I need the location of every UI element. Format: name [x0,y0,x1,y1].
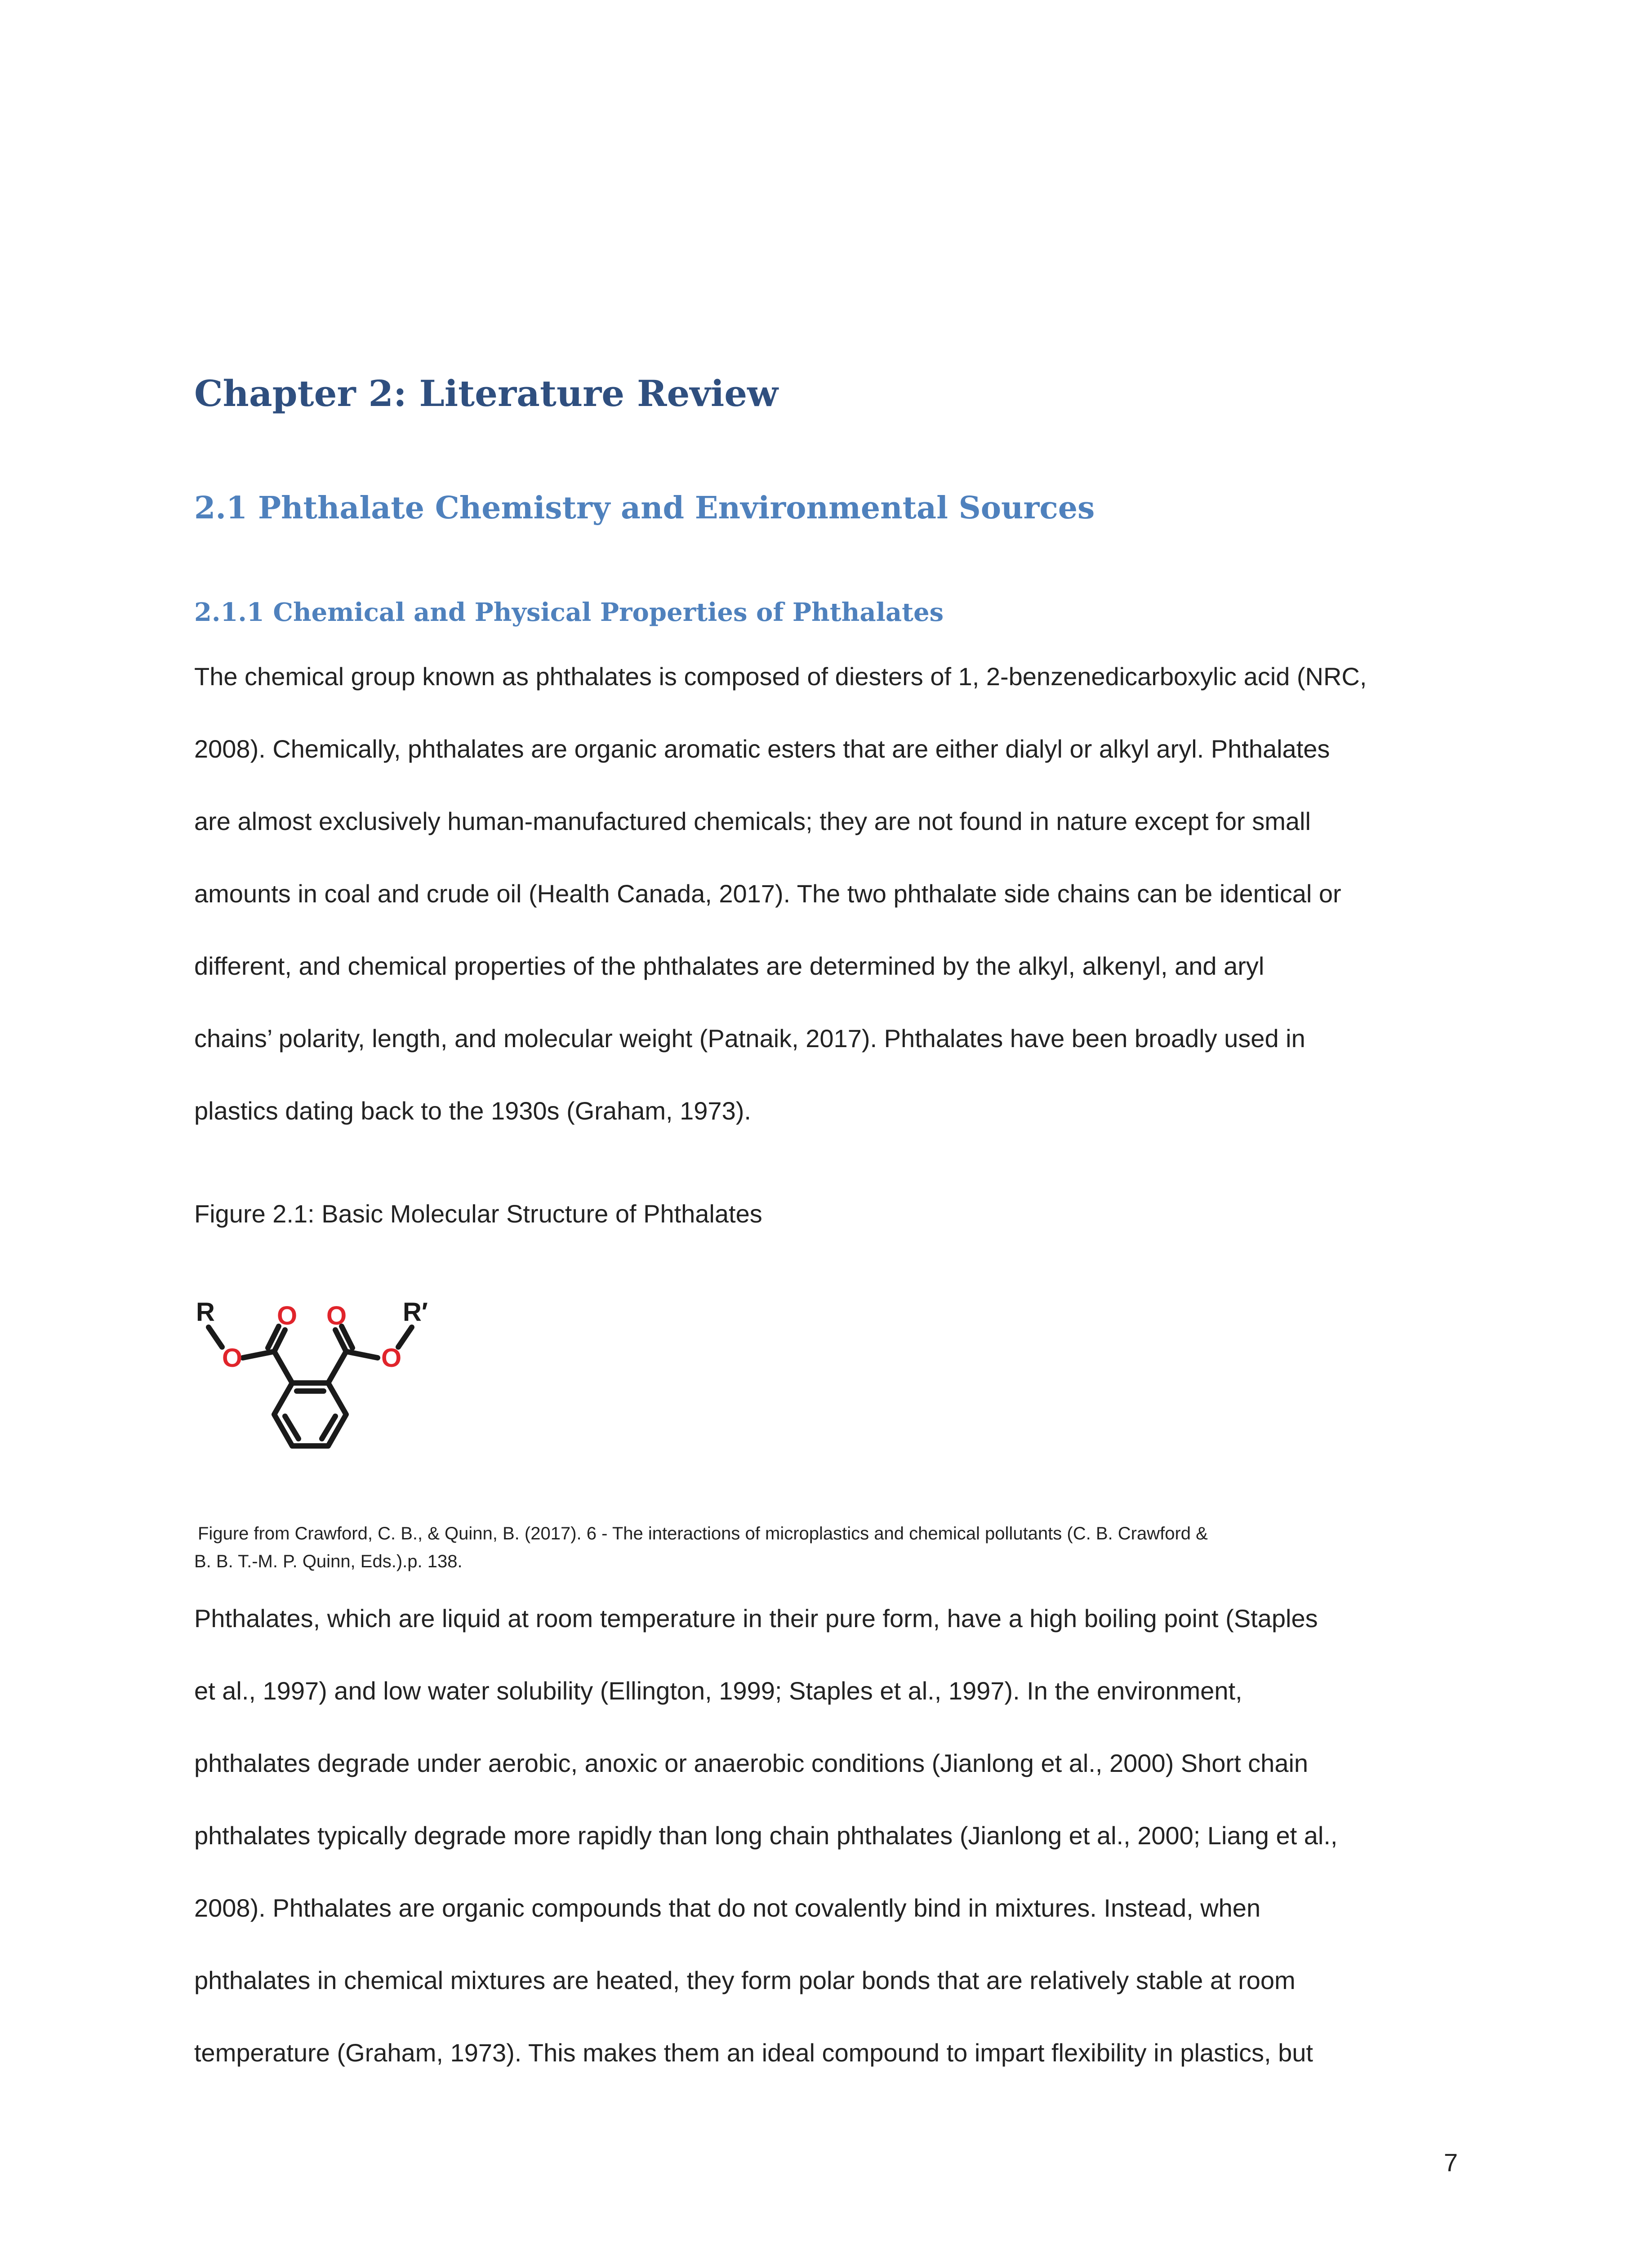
paragraph-line: plastics dating back to the 1930s (Graham, 1973). [194,1097,751,1125]
bond-left-carbonyl [274,1351,292,1383]
figure-credit-line: Figure from Crawford, C. B., & Quinn, B. (2017). 6 - The interactions of microplastics and chemical pollutants (C. B. Crawford & [198,1524,1208,1543]
paragraph-line: are almost exclusively human-manufactured chemicals; they are not found in nature except for small [194,807,1311,835]
paragraph-line: phthalates in chemical mixtures are heated, they form polar bonds that are relatively stable at room [194,1966,1296,1994]
oxygen-atom-label: O [326,1301,347,1330]
r-group-label: R [196,1298,215,1327]
paragraph-line: phthalates degrade under aerobic, anoxic or anaerobic conditions (Jianlong et al., 2000) Short chain [194,1749,1309,1777]
page-number: 7 [1443,2148,1458,2177]
r-prime-group-label: R′ [403,1298,428,1327]
paragraph-line: 2008). Chemically, phthalates are organic aromatic esters that are either dialyl or alkyl aryl. Phthalates [194,735,1330,763]
paragraph-line: amounts in coal and crude oil (Health Canada, 2017). The two phthalate side chains can be identical or [194,879,1341,908]
paragraph-line: chains’ polarity, length, and molecular weight (Patnaik, 2017). Phthalates have been broadly used in [194,1024,1305,1053]
paragraph-line: 2008). Phthalates are organic compounds that do not covalently bind in mixtures. Instead, when [194,1894,1261,1922]
paragraph-1 [194,659,1489,1129]
phthalate-structure-diagram [189,1295,459,1484]
figure-caption: Figure 2.1: Basic Molecular Structure of Phthalates [194,1200,762,1228]
bond-left-c-o [243,1351,274,1358]
section-title: 2.1 Phthalate Chemistry and Environmental Sources [194,490,1095,526]
paragraph-2 [194,1601,1489,2071]
figure-credit-line: B. B. T.-M. P. Quinn, Eds.).p. 138. [194,1552,463,1571]
bond-left-o-r [209,1327,222,1347]
oxygen-atom-label: O [277,1301,298,1330]
bond-right-carbonyl [328,1351,346,1383]
paragraph-line: Phthalates, which are liquid at room temperature in their pure form, have a high boiling point (Staples [194,1604,1318,1632]
oxygen-atom-label: O [222,1343,243,1373]
paragraph-line: different, and chemical properties of the phthalates are determined by the alkyl, alkenyl, and aryl [194,952,1265,980]
oxygen-atom-label: O [381,1343,402,1373]
paragraph-line: The chemical group known as phthalates is composed of diesters of 1, 2-benzenedicarboxylic acid (NRC, [194,662,1367,691]
chapter-title: Chapter 2: Literature Review [194,372,779,415]
bond-right-c-o [346,1351,378,1358]
paragraph-line: phthalates typically degrade more rapidly than long chain phthalates (Jianlong et al., 2000; Liang et al., [194,1821,1338,1850]
paragraph-line: et al., 1997) and low water solubility (Ellington, 1999; Staples et al., 1997). In the environment, [194,1677,1242,1705]
paragraph-line: temperature (Graham, 1973). This makes them an ideal compound to impart flexibility in plastics, but [194,2038,1313,2067]
subsection-title: 2.1.1 Chemical and Physical Properties of Phthalates [194,598,944,627]
